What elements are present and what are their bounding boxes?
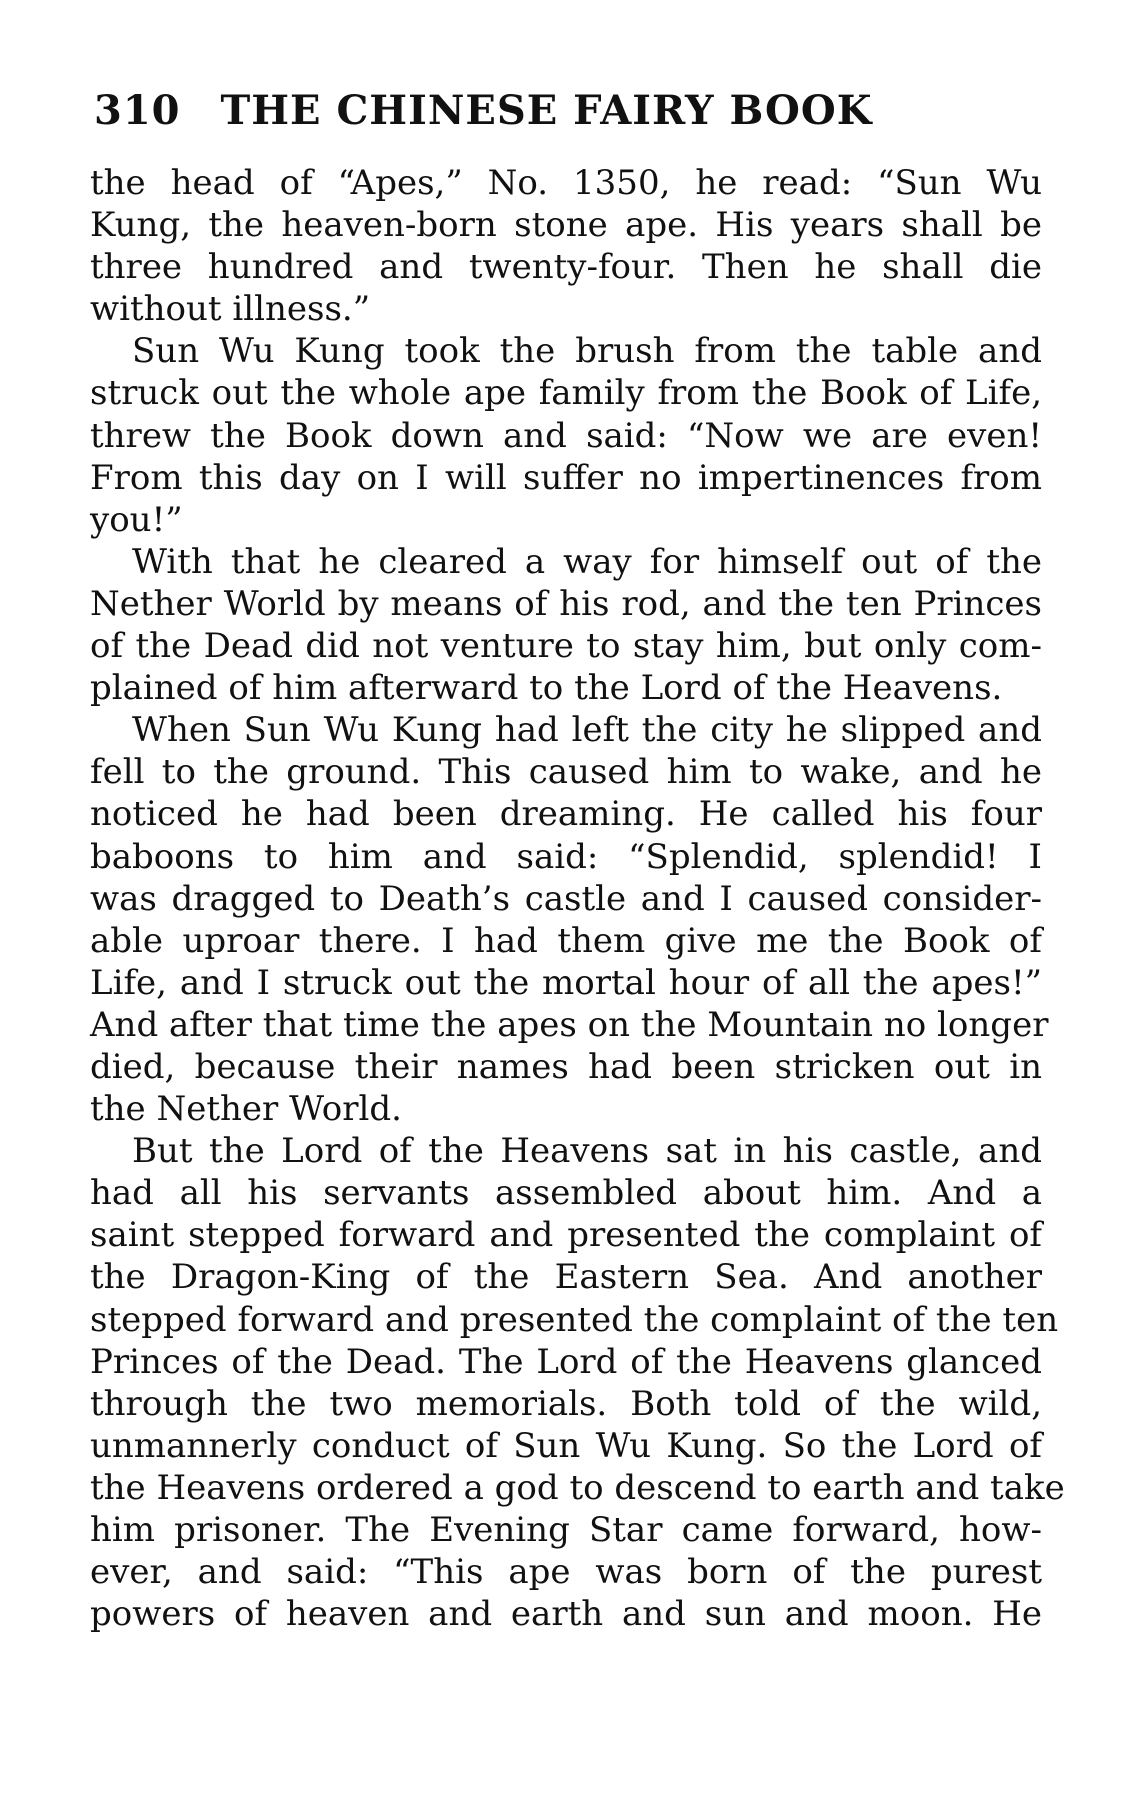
- text-line: through the two memorials. Both told of the wild,: [90, 1383, 1042, 1424]
- text-line: unmannerly conduct of Sun Wu Kung. So the Lord of: [90, 1425, 1042, 1466]
- text-line: noticed he had been dreaming. He called his four: [90, 794, 1042, 835]
- paragraph-first-line: But the Lord of the Heavens sat in his castle, and: [132, 1131, 1042, 1172]
- text-line: stepped forward and presented the complaint of the ten: [90, 1299, 1059, 1340]
- text-line: saint stepped forward and presented the complaint of: [90, 1215, 1042, 1256]
- paragraph-first-line: Sun Wu Kung took the brush from the table and: [132, 331, 1042, 372]
- paragraph-first-line: When Sun Wu Kung had left the city he slipped and: [132, 710, 1042, 751]
- text-line: of the Dead did not venture to stay him, but only com-: [90, 626, 1042, 667]
- page-number: 310: [94, 87, 181, 134]
- text-line: threw the Book down and said: “Now we are even!: [90, 415, 1042, 456]
- text-line: the Heavens ordered a god to descend to earth and take: [90, 1467, 1065, 1508]
- paragraph-first-line: With that he cleared a way for himself out of the: [132, 541, 1042, 582]
- text-line: three hundred and twenty-four. Then he shall die: [90, 247, 1042, 288]
- text-line: died, because their names had been stricken out in: [90, 1046, 1042, 1087]
- text-line: plained of him afterward to the Lord of the Heavens.: [90, 668, 1003, 709]
- text-line: And after that time the apes on the Mountain no longer: [90, 1004, 1049, 1045]
- text-line: had all his servants assembled about him. And a: [90, 1173, 1042, 1214]
- text-line: Life, and I struck out the mortal hour of all the apes!”: [90, 962, 1042, 1003]
- text-line: powers of heaven and earth and sun and moon. He: [90, 1594, 1042, 1635]
- text-line: Princes of the Dead. The Lord of the Heavens glanced: [90, 1341, 1042, 1382]
- text-line: baboons to him and said: “Splendid, splendid! I: [90, 836, 1042, 877]
- text-line: able uproar there. I had them give me the Book of: [90, 920, 1042, 961]
- text-line: struck out the whole ape family from the Book of Life,: [90, 373, 1042, 414]
- body-text: [90, 162, 1065, 1635]
- text-line: you!”: [90, 499, 183, 540]
- text-line: the Nether World.: [90, 1089, 402, 1130]
- text-line: Kung, the heaven-born stone ape. His years shall be: [90, 205, 1042, 246]
- running-header: [94, 88, 1044, 134]
- text-line: From this day on I will suffer no impertinences from: [90, 457, 1042, 498]
- text-line: the head of “Apes,” No. 1350, he read: “Sun Wu: [90, 163, 1042, 203]
- text-line: fell to the ground. This caused him to wake, and he: [90, 752, 1042, 793]
- text-line: was dragged to Death’s castle and I caused consider-: [90, 878, 1042, 919]
- text-line: him prisoner. The Evening Star came forward, how-: [90, 1510, 1042, 1550]
- text-line: the Dragon-King of the Eastern Sea. And another: [90, 1257, 1042, 1298]
- text-line: without illness.”: [90, 289, 371, 330]
- text-line: Nether World by means of his rod, and the ten Princes: [90, 583, 1042, 624]
- running-title: THE CHINESE FAIRY BOOK: [220, 87, 873, 134]
- text-line: ever, and said: “This ape was born of the purest: [90, 1552, 1042, 1593]
